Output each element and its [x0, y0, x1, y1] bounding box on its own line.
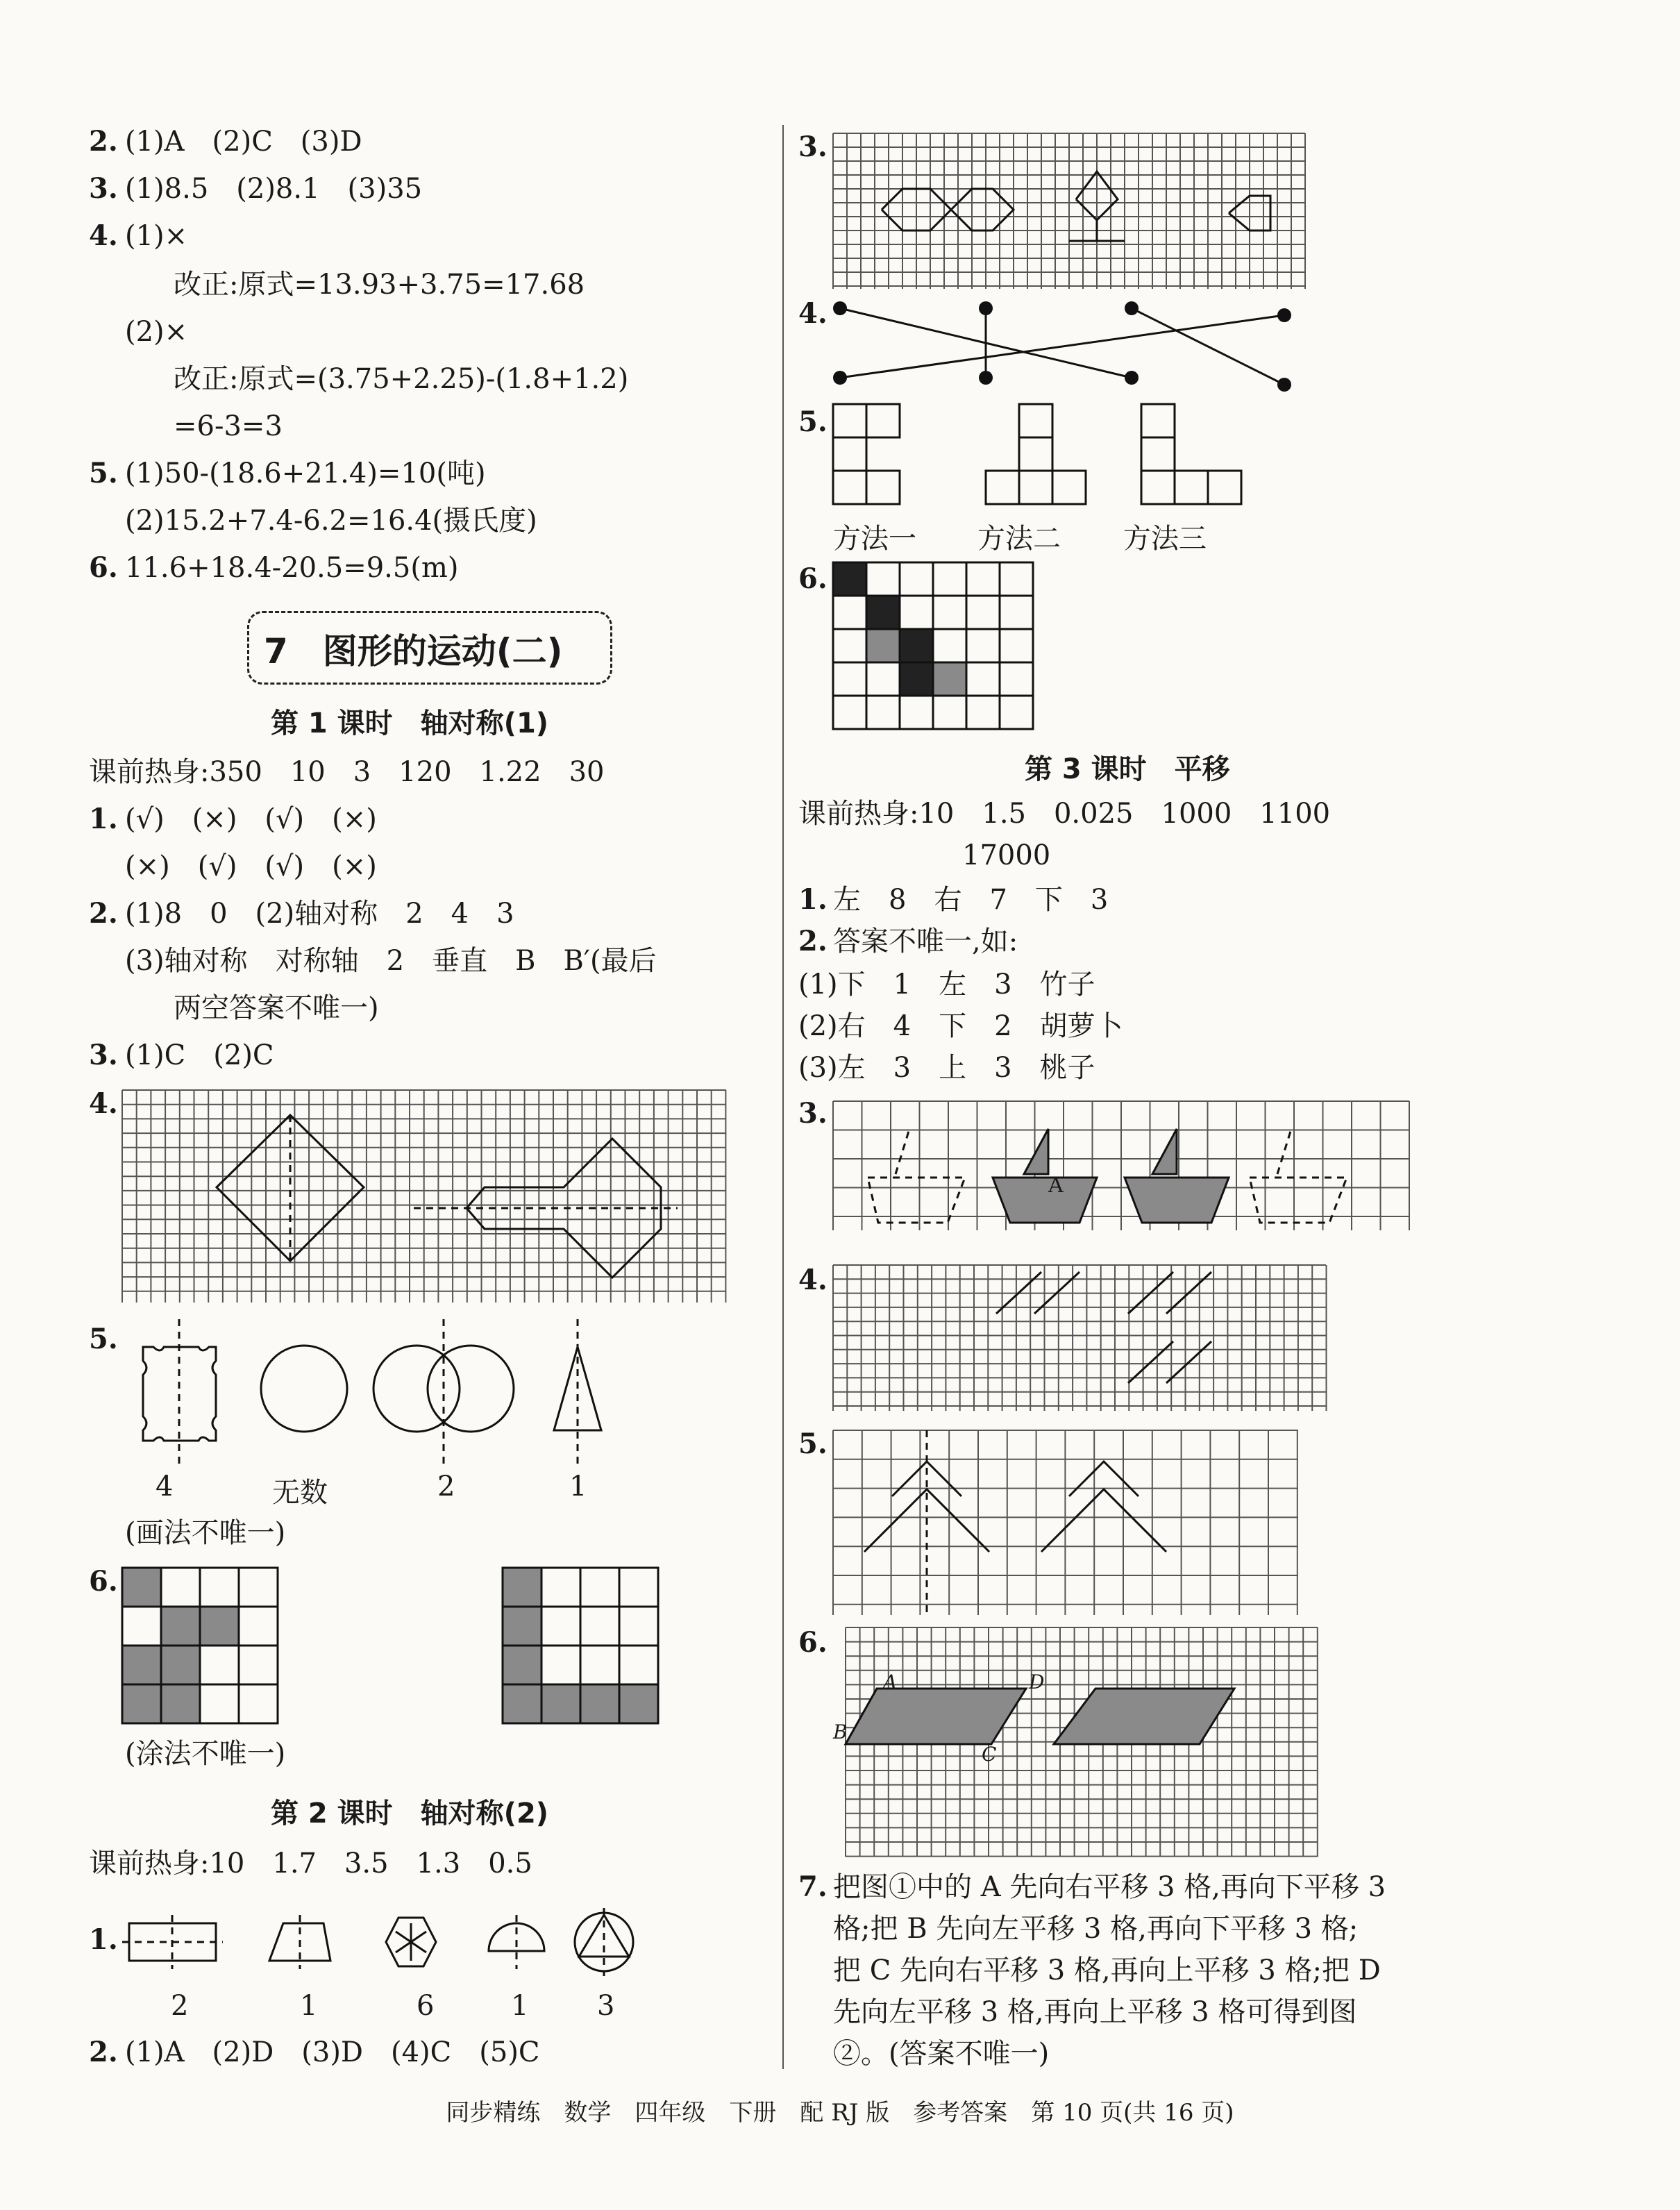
l1-q3-answer: (1)C (2)C: [125, 1039, 274, 1071]
rhombus-shape: [217, 1115, 364, 1261]
l1-q2-line1: (1)8 0 (2)轴对称 2 4 3: [125, 898, 514, 930]
page-footer: 同步精练 数学 四年级 下册 配 RJ 版 参考答案 第 10 页(共 16 页): [446, 2099, 1234, 2127]
q4-line1: (1)×: [125, 220, 188, 252]
q4-number: 4.: [89, 219, 118, 252]
l1-q5-count-1: 4: [156, 1471, 174, 1502]
grid-cell: [866, 662, 900, 696]
q6-answer: 11.6+18.4-20.5=9.5(m): [125, 552, 459, 584]
l1-q5-count-4: 1: [569, 1471, 587, 1502]
l3-q7-line5: ②。(答案不唯一): [833, 2038, 1050, 2070]
r-q6-figure: [833, 562, 1034, 736]
grid-cell: [933, 662, 966, 696]
lesson3-warmup: 课前热身:10 1.5 0.025 1000 1100: [798, 798, 1331, 830]
lesson2-heading: 第 2 课时 轴对称(2): [271, 1798, 549, 1830]
l3-q2-line2: (2)右 4 下 2 胡萝卜: [798, 1010, 1123, 1042]
q5-line1: (1)50-(18.6+21.4)=10(吨): [125, 458, 486, 489]
right-ring-shape: [428, 1346, 514, 1432]
q4-line5: =6-3=3: [174, 410, 283, 442]
l3-q6-label-d: D: [1029, 1671, 1045, 1693]
grid-cell: [900, 696, 933, 729]
l3-q6-label-b: B: [833, 1721, 848, 1743]
q4-line2: 改正:原式=13.93+3.75=17.68: [174, 269, 585, 301]
q2-number: 2.: [89, 125, 118, 158]
l1-q1-line1: (√) (×) (√) (×): [125, 803, 377, 835]
l2-q2-answer: (1)A (2)D (3)D (4)C (5)C: [125, 2036, 540, 2068]
grid-cell: [833, 662, 866, 696]
grid-cell: [933, 562, 966, 596]
l1-q3-number: 3.: [89, 1039, 118, 1071]
l3-q4-figure: [833, 1265, 1333, 1418]
l3-q3-number: 3.: [798, 1097, 828, 1130]
r-q5-number: 5.: [798, 405, 828, 438]
l1-q2-line2: (3)轴对称 对称轴 2 垂直 B B′(最后: [125, 945, 657, 977]
q3-answer: (1)8.5 (2)8.1 (3)35: [125, 173, 423, 205]
q6-number: 6.: [89, 551, 118, 584]
grid-cell: [966, 562, 1000, 596]
l1-q1-number: 1.: [89, 803, 118, 835]
r-q5-figures: [833, 404, 1250, 508]
l2-q1-count-3: 6: [417, 1990, 435, 2022]
r-q4-figure: [833, 299, 1305, 396]
l2-q1-count-5: 3: [597, 1990, 615, 2022]
grid-cell: [833, 629, 866, 662]
l1-q2-number: 2.: [89, 897, 118, 930]
grid-cell: [1000, 562, 1033, 596]
grid-cell: [866, 696, 900, 729]
l3-q7-line2: 格;把 B 先向左平移 3 格,再向下平移 3 格;: [833, 1913, 1359, 1945]
grid-cell: [1000, 629, 1033, 662]
l3-q3-label-a: A: [1048, 1173, 1064, 1198]
l3-q2-line1: (1)下 1 左 3 竹子: [798, 969, 1095, 1001]
l3-q2-line0: 答案不唯一,如:: [833, 926, 1018, 957]
l1-q5-number: 5.: [89, 1323, 118, 1355]
grid-cell: [966, 662, 1000, 696]
l1-q6-number: 6.: [89, 1565, 118, 1598]
l2-q1-number: 1.: [89, 1923, 118, 1956]
grid-cell: [866, 629, 900, 662]
l1-q4-figure: [122, 1090, 733, 1305]
l1-q6-figures: [122, 1568, 664, 1727]
grid-cell: [1000, 662, 1033, 696]
l3-q2-line3: (3)左 3 上 3 桃子: [798, 1052, 1095, 1084]
l3-q7-line3: 把 C 先向右平移 3 格,再向上平移 3 格;把 D: [833, 1954, 1381, 1986]
l3-q7-number: 7.: [798, 1870, 828, 1903]
lesson3-warmup-2: 17000: [962, 839, 1051, 871]
l3-q4-number: 4.: [798, 1264, 828, 1296]
l2-q2-number: 2.: [89, 2036, 118, 2068]
r-q5-label-3: 方法三: [1123, 523, 1207, 555]
r-q3-figure: [833, 133, 1312, 293]
l1-q5-count-2: 无数: [272, 1477, 328, 1509]
l2-q1-count-2: 1: [300, 1990, 318, 2022]
r-q3-number: 3.: [798, 131, 828, 163]
grid-cell: [900, 629, 933, 662]
grid-cell: [900, 562, 933, 596]
grid-cell: [833, 562, 866, 596]
l3-q5-number: 5.: [798, 1428, 828, 1460]
r-q6-number: 6.: [798, 562, 828, 595]
l1-q2-line3: 两空答案不唯一): [174, 992, 379, 1024]
l3-q6-label-c: C: [982, 1743, 997, 1766]
l3-q7-line4: 先向左平移 3 格,再向上平移 3 格可得到图: [833, 1996, 1357, 2028]
l2-q1-figures: [122, 1902, 664, 1986]
grid-cell: [1000, 696, 1033, 729]
l3-q1-number: 1.: [798, 883, 828, 916]
l3-q1-answer: 左 8 右 7 下 3: [833, 884, 1109, 916]
grid-cell: [933, 596, 966, 629]
r-q5-label-1: 方法一: [833, 523, 916, 555]
l1-q5-figures: [122, 1319, 678, 1472]
grid-cell: [1000, 596, 1033, 629]
l3-q2-number: 2.: [798, 925, 828, 957]
l3-q5-figure: [833, 1430, 1305, 1618]
lesson2-warmup: 课前热身:10 1.7 3.5 1.3 0.5: [89, 1848, 532, 1880]
q5-number: 5.: [89, 457, 118, 489]
q2-answer: (1)A (2)C (3)D: [125, 126, 362, 158]
grid-cell: [966, 696, 1000, 729]
grid-cell: [866, 596, 900, 629]
q5-line2: (2)15.2+7.4-6.2=16.4(摄氏度): [125, 505, 537, 537]
grid-cell: [900, 662, 933, 696]
l3-q6-number: 6.: [798, 1626, 828, 1659]
grid-cell: [933, 696, 966, 729]
lesson1-warmup: 课前热身:350 10 3 120 1.22 30: [89, 756, 605, 788]
grid-cell: [966, 629, 1000, 662]
lesson1-heading: 第 1 课时 轴对称(1): [271, 708, 549, 739]
grid-cell: [833, 596, 866, 629]
l2-q1-count-1: 2: [171, 1990, 189, 2022]
l1-q5-count-3: 2: [437, 1471, 455, 1502]
grid-cell: [866, 562, 900, 596]
l1-q5-note: (画法不唯一): [125, 1517, 286, 1549]
l3-q6-figure: [846, 1627, 1332, 1857]
grid-cell: [966, 596, 1000, 629]
q4-line3: (2)×: [125, 316, 188, 348]
l2-q1-count-4: 1: [511, 1990, 529, 2022]
r-q5-label-2: 方法二: [977, 523, 1061, 555]
grid-cell: [900, 596, 933, 629]
unit-title: 7 图形的运动(二): [264, 631, 563, 671]
r-q4-number: 4.: [798, 297, 828, 330]
l1-q4-number: 4.: [89, 1087, 118, 1120]
left-ring-shape: [373, 1346, 460, 1432]
l1-q1-line2: (×) (√) (√) (×): [125, 851, 377, 882]
l3-q6-label-a: A: [883, 1671, 898, 1693]
q4-line4: 改正:原式=(3.75+2.25)-(1.8+1.2): [174, 363, 629, 395]
q3-number: 3.: [89, 172, 118, 205]
l3-q7-line1: 把图①中的 A 先向右平移 3 格,再向下平移 3: [833, 1871, 1386, 1903]
circle-shape: [261, 1346, 347, 1432]
lesson3-heading: 第 3 课时 平移: [1025, 753, 1230, 785]
l1-q6-note: (涂法不唯一): [125, 1738, 286, 1770]
grid-cell: [933, 629, 966, 662]
l3-q3-figure: [833, 1101, 1416, 1233]
column-divider: [782, 125, 784, 2069]
grid-cell: [833, 696, 866, 729]
